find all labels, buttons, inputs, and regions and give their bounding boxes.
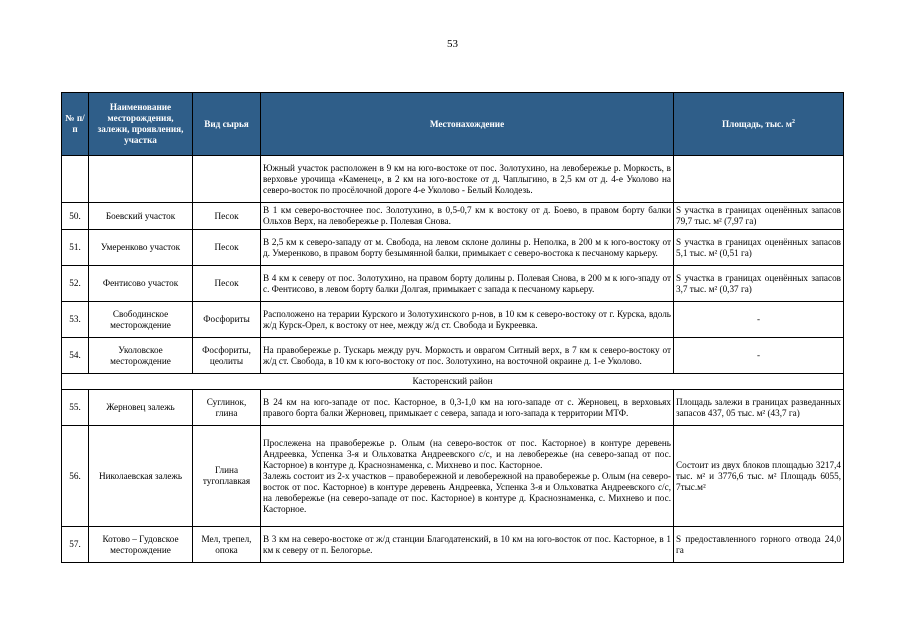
cell-name: Уколовское месторождение — [89, 338, 193, 374]
cell-location: В 24 км на юго-западе от пос. Касторное, в 0,3-1,0 км на юго-западе от с. Жерновец, в верховьях правого борта балки Жерновец, примыкает с севера, запада и юго-запада к территории МТФ. — [261, 390, 674, 426]
cell-area — [674, 156, 844, 203]
cell-location — [261, 426, 674, 527]
deposits-table — [61, 92, 844, 563]
cell-location: Южный участок расположен в 9 км на юго-востоке от пос. Золотухино, на левобережье р. Моркость, в верховье урочища «Каменец», в 2 км на юго-востоке от д. Чаплыгино, в 2,5 км от д. 4-е Уколово на северо-восток по просёлочной дороге 4-е Уколово - Белый Колодезь. — [261, 156, 674, 203]
cell-location: В 1 км северо-восточнее пос. Золотухино, в 0,5-0,7 км к востоку от д. Боево, в правом борту балки Ольхов Верх, на левобережье р. Полевая Снова. — [261, 203, 674, 230]
table-row — [62, 390, 844, 426]
cell-name: Умеренково участок — [89, 230, 193, 266]
cell-type: Глина тугоплавкая — [193, 426, 261, 527]
cell-num: 53. — [62, 302, 89, 338]
table-header-row — [62, 93, 844, 156]
cell-num: 57. — [62, 527, 89, 563]
cell-type: Фосфориты, цеолиты — [193, 338, 261, 374]
cell-area: S предоставленного горного отвода 24,0 га — [674, 527, 844, 563]
cell-area: S участка в границах оценённых запасов 3,7 тыс. м² (0,37 га) — [674, 266, 844, 302]
location-paragraph: Прослежена на правобережье р. Олым (на северо-восток от пос. Касторное) в контуре деревень Андреевка, Успенка 3-я и Ольховатка Андреевского с/с, и на левобережье (на северо-запад от пос. Касторное) в контуре д. Краснознаменка, с. Михнево и пос. Касторное. — [263, 437, 671, 470]
cell-num: 51. — [62, 230, 89, 266]
cell-area: S участка в границах оценённых запасов 5,1 тыс. м² (0,51 га) — [674, 230, 844, 266]
cell-area: Состоит из двух блоков площадью 3217,4 тыс. м² и 3776,6 тыс. м² Площадь 6055, 7тыс.м² — [674, 426, 844, 527]
table-row — [62, 527, 844, 563]
table-row — [62, 426, 844, 527]
cell-name: Котово – Гудовское месторождение — [89, 527, 193, 563]
table-row — [62, 156, 844, 203]
cell-type: Песок — [193, 230, 261, 266]
cell-num: 52. — [62, 266, 89, 302]
table-row — [62, 302, 844, 338]
cell-location: В 4 км к северу от пос. Золотухино, на правом борту долины р. Полевая Снова, в 200 м к юго-зпаду от с. Фентисово, в левом борту балки Долгая, примыкает с запада к песчаному карьеру. — [261, 266, 674, 302]
cell-type — [193, 156, 261, 203]
cell-type: Песок — [193, 266, 261, 302]
header-area: Площадь, тыс. $м^2$ — [674, 93, 844, 156]
cell-num: 55. — [62, 390, 89, 426]
cell-type: Фосфориты — [193, 302, 261, 338]
cell-num: 54. — [62, 338, 89, 374]
cell-type: Суглинок, глина — [193, 390, 261, 426]
table-row — [62, 203, 844, 230]
header-name: Наименование месторождения, залежи, проявления, участка — [89, 93, 193, 156]
location-paragraph: Залежь состоит из 2-х участков – правобережной и левобережной на правобережье р. Олым (на северо-восток от пос. Касторное) в контуре деревень Андреевка, Успенка 3-я и Ольховатка Андреевского с/с, на левобережье (на северо-западе от пос. Касторное) в контуре д. Краснознаменка, с. Михнево и пос. Касторное. — [263, 470, 671, 514]
cell-location: Расположено на терарии Курского и Золотухинского р-нов, в 10 км к северо-востоку от г. Курска, вдоль ж/д Курск-Орел, к востоку от нее, между ж/д ст. Свобода и Букреевка. — [261, 302, 674, 338]
cell-name: Николаевская залежь — [89, 426, 193, 527]
cell-num — [62, 156, 89, 203]
table-row — [62, 338, 844, 374]
page-number: 53 — [447, 38, 458, 50]
cell-name — [89, 156, 193, 203]
cell-location: В 3 км на северо-востоке от ж/д станции Благодатенский, в 10 км на юго-восток от пос. Касторное, в 1 км к северу от п. Белогорье. — [261, 527, 674, 563]
cell-num: 50. — [62, 203, 89, 230]
header-type: Вид сырья — [193, 93, 261, 156]
region-row — [62, 374, 844, 390]
cell-area: Площадь залежи в границах разведанных запасов 437, 05 тыс. м² (43,7 га) — [674, 390, 844, 426]
region-title: Касторенский район — [62, 374, 844, 390]
cell-name: Свободинское месторождение — [89, 302, 193, 338]
cell-name: Фентисово участок — [89, 266, 193, 302]
cell-type: Мел, трепел, опока — [193, 527, 261, 563]
cell-location: В 2,5 км к северо-западу от м. Свобода, на левом склоне долины р. Неполка, в 200 м к юго-востоку от д. Умеренково, в правом борту безымянной балки, примыкает с северо-востока к песчаному карьеру. — [261, 230, 674, 266]
cell-name: Боевский участок — [89, 203, 193, 230]
cell-area: - — [674, 302, 844, 338]
cell-name: Жерновец залежь — [89, 390, 193, 426]
cell-type: Песок — [193, 203, 261, 230]
cell-area: S участка в границах оценённых запасов 79,7 тыс. м² (7,97 га) — [674, 203, 844, 230]
table-row — [62, 230, 844, 266]
header-num: № п/п — [62, 93, 89, 156]
cell-location: На правобережье р. Тускарь между руч. Моркость и оврагом Ситный верх, в 7 км к северо-востоку от ж/д ст. Свобода, в 10 км к юго-востоку от пос. Золотухино, на восточной окраине д. 1-е Уколово. — [261, 338, 674, 374]
header-location: Местонахождение — [261, 93, 674, 156]
cell-area: - — [674, 338, 844, 374]
cell-num: 56. — [62, 426, 89, 527]
table-row — [62, 266, 844, 302]
